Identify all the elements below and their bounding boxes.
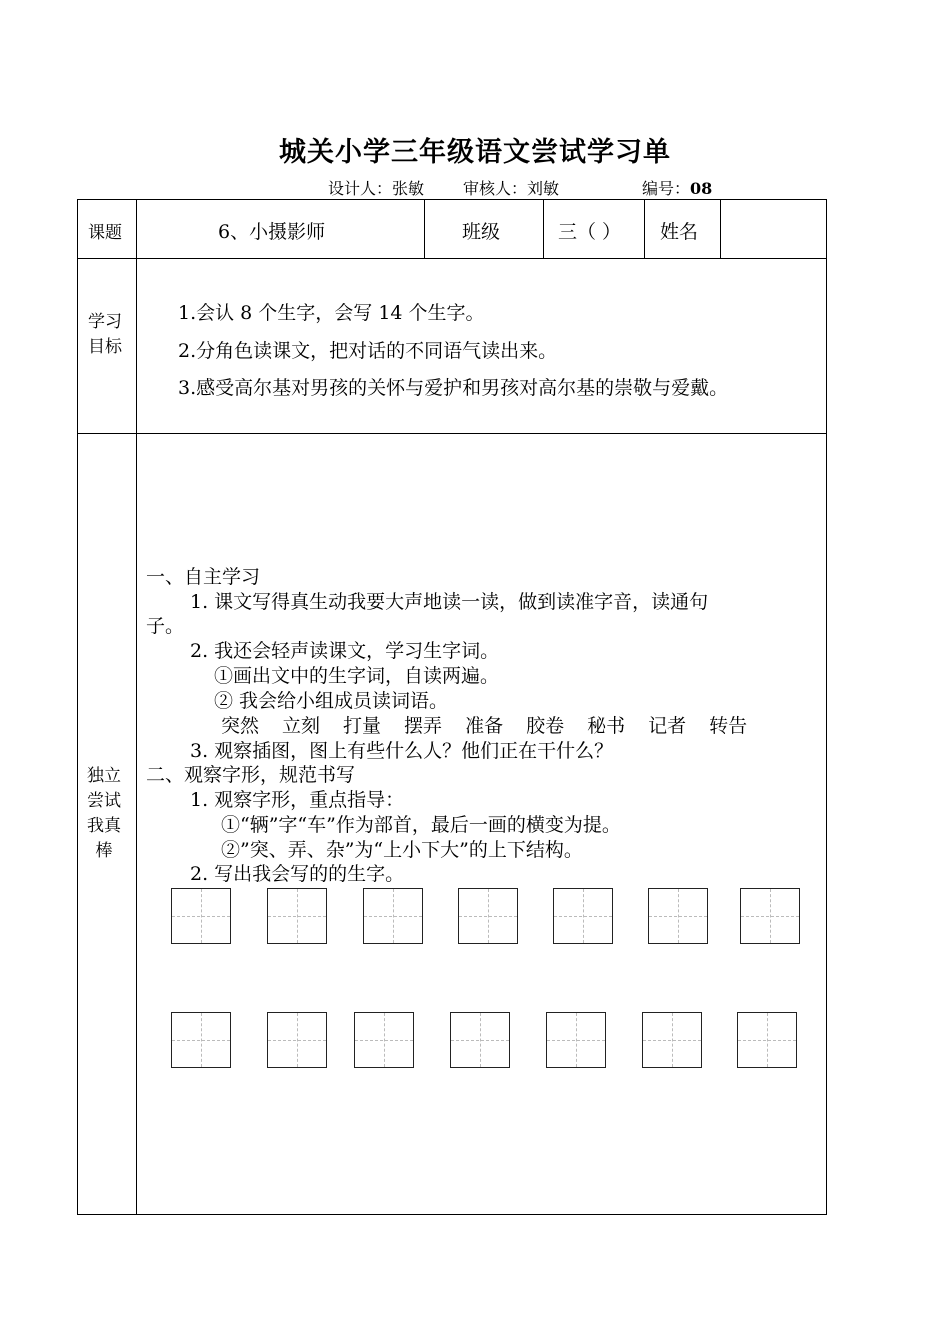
topic-value: 6、小摄影师 [218, 221, 326, 243]
writing-grid-box[interactable] [553, 888, 613, 944]
vocabulary-list [221, 714, 770, 738]
table-border-bottom [77, 1214, 827, 1215]
vocab-word: 秘书 [587, 715, 626, 737]
writing-grid-box[interactable] [354, 1012, 414, 1068]
table-border-top [77, 199, 827, 200]
writing-grid-box[interactable] [267, 1012, 327, 1068]
writing-grid-box[interactable] [642, 1012, 702, 1068]
header-divider-1 [424, 199, 425, 259]
vocab-word: 打量 [343, 715, 382, 737]
vocab-word: 立刻 [282, 715, 321, 737]
s2-item2: 2. 写出我会写的的生字。 [190, 863, 405, 885]
s2-item1-sub1: ①“辆”字“车”作为部首，最后一画的横变为提。 [221, 814, 621, 836]
s1-item2-sub2: ② 我会给小组成员读词语。 [214, 690, 449, 712]
writing-grid-box[interactable] [450, 1012, 510, 1068]
s1-item3: 3. 观察插图，图上有些什么人？他们正在干什么？ [190, 740, 614, 762]
practice-label-line: 尝试 [87, 791, 121, 811]
name-label: 姓名 [660, 221, 699, 243]
label-column-divider [136, 199, 137, 1215]
number-label: 编号： [642, 179, 691, 198]
s1-item2: 2. 我还会轻声读课文，学习生字词。 [190, 640, 500, 662]
s2-item1: 1. 观察字形，重点指导： [190, 789, 405, 811]
vocab-word: 胶卷 [526, 715, 565, 737]
practice-label-line: 独立 [87, 766, 121, 786]
writing-grid-box[interactable] [737, 1012, 797, 1068]
table-border-left [77, 199, 78, 1215]
writing-grid-box[interactable] [363, 888, 423, 944]
s2-item1-sub2: ②”突、弄、杂”为“上小下大”的上下结构。 [221, 839, 583, 861]
writing-grid-box[interactable] [171, 1012, 231, 1068]
row-divider-2 [77, 433, 827, 434]
practice-label-line: 棒 [95, 841, 113, 861]
row-divider-1 [77, 258, 827, 259]
class-value: 三（ ） [558, 221, 622, 243]
goals-label [88, 310, 122, 360]
class-label: 班级 [462, 221, 501, 243]
vocab-word: 转告 [709, 715, 748, 737]
document-title: 城关小学三年级语文尝试学习单 [279, 137, 671, 168]
table-border-right [826, 199, 827, 1215]
document-number [642, 176, 712, 199]
goals-label-line: 目标 [88, 337, 122, 357]
designer-label: 设计人：张敏 [328, 179, 425, 198]
goal-item: 3.感受高尔基对男孩的关怀与爱护和男孩对高尔基的崇敬与爱戴。 [178, 377, 729, 399]
writing-grid-box[interactable] [546, 1012, 606, 1068]
writing-grid-box[interactable] [648, 888, 708, 944]
goals-label-line: 学习 [88, 312, 122, 332]
header-divider-2 [543, 199, 544, 259]
section2-title: 二、观察字形，规范书写 [146, 764, 356, 786]
writing-grid-box[interactable] [458, 888, 518, 944]
practice-label-line: 我真 [87, 816, 121, 836]
s1-item1-line2: 子。 [146, 615, 185, 637]
s1-item2-sub1: ①画出文中的生字词，自读两遍。 [214, 665, 500, 687]
header-divider-4 [720, 199, 721, 259]
goal-item: 1.会认 8 个生字，会写 14 个生字。 [178, 302, 485, 324]
section1-title: 一、自主学习 [146, 566, 261, 588]
vocab-word: 记者 [648, 715, 687, 737]
reviewer-label: 审核人：刘敏 [463, 179, 560, 198]
writing-grid-box[interactable] [740, 888, 800, 944]
writing-grid-box[interactable] [171, 888, 231, 944]
vocab-word: 突然 [221, 715, 260, 737]
vocab-word: 摆弄 [404, 715, 443, 737]
writing-grid-box[interactable] [267, 888, 327, 944]
vocab-word: 准备 [465, 715, 504, 737]
number-value: 08 [690, 179, 713, 198]
goal-item: 2.分角色读课文，把对话的不同语气读出来。 [178, 340, 558, 362]
topic-label: 课题 [88, 223, 122, 243]
s1-item1-line1: 1. 课文写得真生动我要大声地读一读，做到读准字音，读通句 [190, 591, 709, 613]
header-divider-3 [644, 199, 645, 259]
practice-label [87, 764, 121, 864]
